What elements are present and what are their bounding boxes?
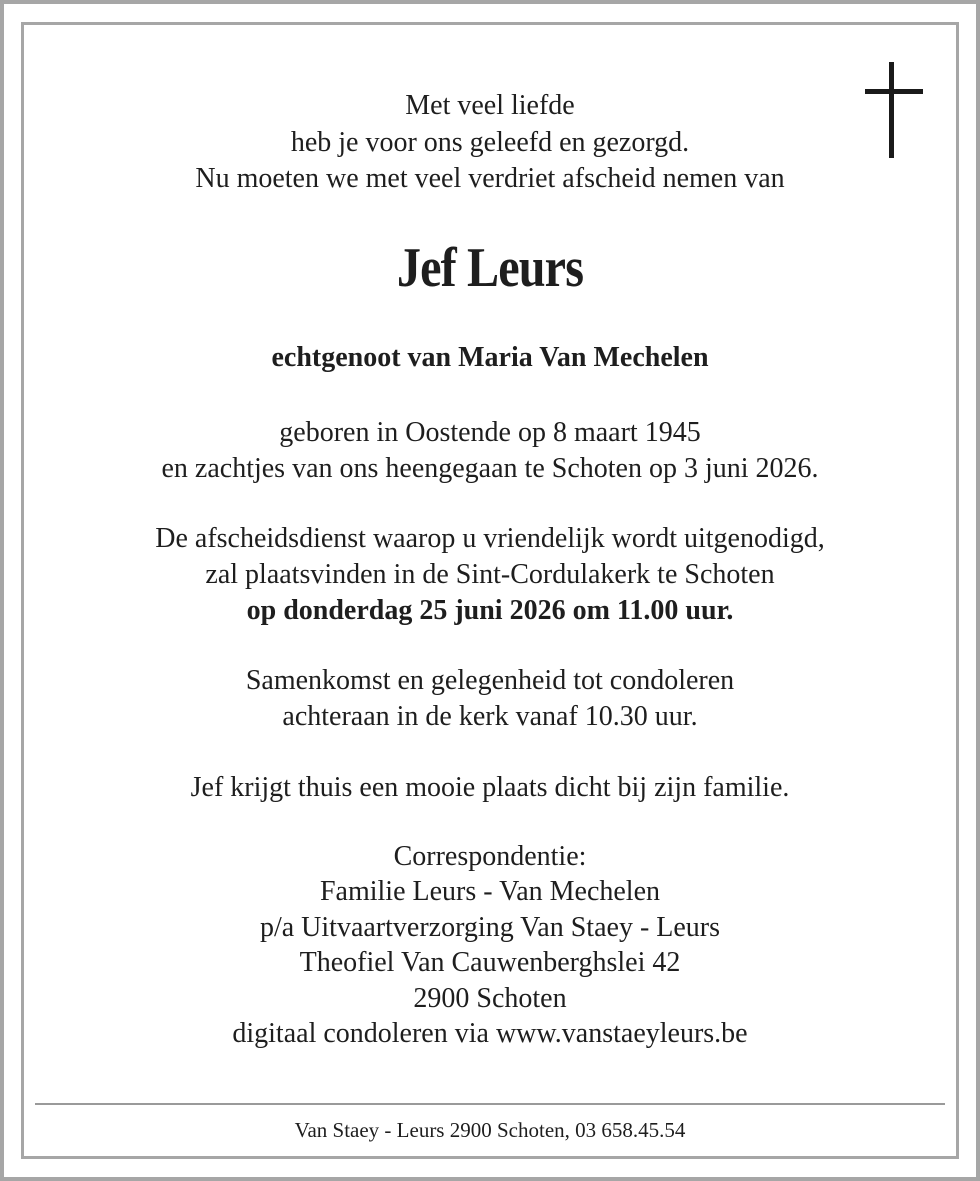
correspondence-family: Familie Leurs - Van Mechelen [319, 876, 661, 907]
correspondence-street: Theofiel Van Cauwenberghslei 42 [299, 947, 681, 978]
service-line-1: De afscheidsdienst waarop u vriendelijk wordt uitgenodigd, [155, 523, 825, 554]
note-line: Jef krijgt thuis een mooie plaats dicht bij zijn familie. [190, 772, 790, 803]
correspondence-care-of: p/a Uitvaartverzorging Van Staey - Leurs [259, 912, 721, 943]
deceased-name: Jef Leurs [396, 237, 584, 299]
footer-text: Van Staey - Leurs 2900 Schoten, 03 658.45.54 [294, 1118, 686, 1142]
death-line: en zachtjes van ons heengegaan te Schoten op 3 juni 2026. [161, 453, 819, 484]
service-line-2: zal plaatsvinden in de Sint-Cordulakerk te Schoten [205, 559, 775, 590]
service-date: op donderdag 25 juni 2026 om 11.00 uur. [246, 595, 734, 626]
intro-line-1: Met veel liefde [405, 90, 575, 121]
condolence-line-1: Samenkomst en gelegenheid tot condoleren [245, 665, 735, 696]
correspondence-city: 2900 Schoten [413, 983, 567, 1014]
birth-line: geboren in Oostende op 8 maart 1945 [279, 417, 701, 448]
intro-line-2: heb je voor ons geleefd en gezorgd. [290, 127, 690, 158]
footer-divider [35, 1103, 945, 1105]
correspondence-online: digitaal condoleren via www.vanstaeyleurs.be [232, 1018, 748, 1049]
spouse-line: echtgenoot van Maria Van Mechelen [271, 342, 709, 373]
intro-line-3: Nu moeten we met veel verdriet afscheid nemen van [195, 163, 785, 194]
correspondence-heading: Correspondentie: [393, 841, 587, 872]
condolence-line-2: achteraan in de kerk vanaf 10.30 uur. [282, 701, 698, 732]
